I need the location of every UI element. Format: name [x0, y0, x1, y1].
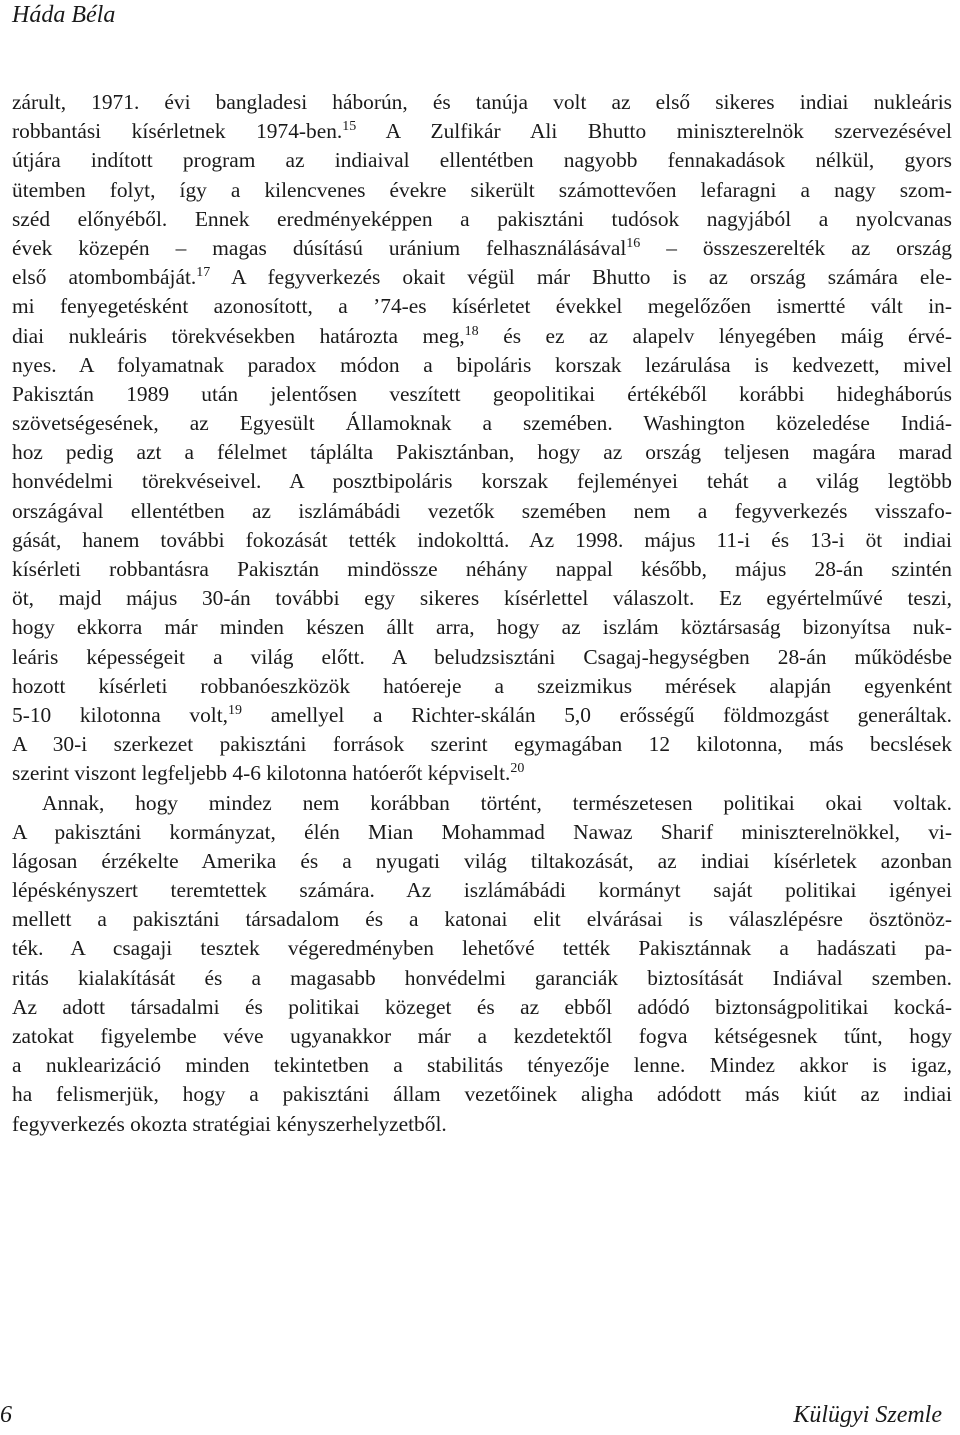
text-line: ték. A csagaji tesztek végeredményben lehetővé tették Pakisztánnak a hadászati pa-	[12, 936, 952, 961]
footnote-marker[interactable]: 15	[342, 119, 357, 135]
text-line: mellett a pakisztáni társadalom és a katonai elit elvárásai is válaszlépésre ösztönöz-	[12, 907, 952, 932]
text-line: zárult, 1971. évi bangladesi háborún, és tanúja volt az első sikeres indiai nukleáris	[12, 90, 952, 114]
text-line: A pakisztáni kormányzat, élén Mian Mohammad Nawaz Sharif miniszterelnökkel, vi-	[12, 819, 952, 844]
text-segment: évek közepén – magas dúsítású uránium felhasználásával	[12, 235, 627, 260]
text-line: leáris képességeit a világ előtt. A beludzsisztáni Csagaj-hegységben 28-án működésbe	[12, 644, 952, 669]
text-line: lépéskényszert teremtettek számára. Az iszlámábádi kormányt saját politikai igényei	[12, 878, 952, 903]
text-segment: robbantási kísérletnek 1974-ben.	[12, 119, 343, 144]
text-line	[12, 701, 952, 730]
text-line: Az adott társadalmi és politikai közeget és az ebből adódó biztonságpolitikai kocká-	[12, 994, 952, 1019]
text-segment: szerint viszont legfeljebb 4-6 kilotonna hatóerőt képviselt.	[12, 761, 511, 786]
text-line: hogy ekkorra már minden készen állt arra, hogy az iszlám köztársaság bizonyítsa nuk-	[12, 615, 952, 640]
text-line	[12, 759, 952, 788]
text-line	[12, 117, 952, 146]
text-line: fegyverkezés okozta stratégiai kényszerhelyzetből.	[12, 1111, 447, 1136]
text-line: Annak, hogy mindez nem korábban történt, természetesen politikai okai voltak.	[42, 790, 952, 815]
text-segment: A fegyverkezés okait végül már Bhutto is az ország számára ele-	[210, 265, 952, 290]
text-line: nyes. A folyamatnak paradox módon a bipoláris korszak lezárulása is kedvezett, mivel	[12, 352, 952, 377]
text-line: lágosan érzékelte Amerika és a nyugati világ tiltakozását, az indiai kísérletek azonban	[12, 848, 952, 873]
text-line	[12, 234, 952, 263]
text-line: zatokat figyelembe véve ugyanakkor már a kezdetektől fogva kétségesnek tűnt, hogy	[12, 1024, 952, 1048]
text-line: Pakisztán 1989 után jelentősen veszített geopolitikai értékéből korábbi hidegháborús	[12, 381, 952, 406]
text-line: ha felismerjük, hogy a pakisztáni állam vezetőinek aligha adódott más kiút az indiai	[12, 1082, 952, 1107]
text-line: mi fenyegetésként azonosított, a ’74-es kísérletet évekkel megelőzően ismertté vált in-	[12, 294, 952, 319]
text-line: országával ellentétben az iszlámábádi vezetők szemében nem a fegyverkezés visszafo-	[12, 498, 952, 523]
text-line	[12, 263, 952, 292]
text-line: szövetségesének, az Egyesült Államoknak a szemében. Washington közeledése Indiá-	[12, 411, 952, 436]
text-line	[12, 322, 952, 351]
footnote-marker[interactable]: 20	[510, 761, 525, 777]
text-line: a nuklearizáció minden tekintetben a stabilitás tényezője lenne. Mindez akkor is igaz,	[12, 1053, 952, 1078]
text-segment: és ez az alapelv lényegében máig érvé-	[478, 323, 952, 348]
text-segment: A Zulfikár Ali Bhutto miniszterelnök szervezésével	[356, 119, 952, 144]
footnote-marker[interactable]: 18	[464, 323, 479, 339]
text-line: honvédelmi törekvéseivel. A posztbipoláris korszak fejleményei tehát a világ legtöbb	[12, 469, 952, 494]
text-line: ritás kialakítását és a magasabb honvédelmi garanciák biztosítását Indiával szemben.	[12, 965, 952, 990]
text-line: öt, majd május 30-án további egy sikeres kísérlettel válaszolt. Ez egyértelművé teszi,	[12, 586, 952, 611]
page-number: 6	[0, 1402, 12, 1428]
running-head-author: Háda Béla	[12, 2, 116, 28]
article-body	[12, 88, 952, 1139]
footnote-marker[interactable]: 17	[196, 265, 211, 281]
text-line: hoz pedig azt a félelmet táplálta Pakisztánban, hogy az ország teljesen magára marad	[12, 440, 952, 465]
footnote-marker[interactable]: 16	[626, 235, 641, 251]
text-segment: – összeszerelték az ország	[640, 235, 952, 260]
text-line: kísérleti robbantásra Pakisztán mindössze néhány nappal később, május 28-án szintén	[12, 557, 952, 581]
text-line: útjára indított program az indiaival ellentétben nagyobb fennakadások nélkül, gyors	[12, 148, 952, 173]
text-segment: első atombombáját.	[12, 265, 197, 290]
text-line: gását, hanem további fokozását tették indokolttá. Az 1998. május 11-i és 13-i öt indiai	[12, 527, 952, 552]
text-line: A 30-i szerkezet pakisztáni források szerint egymagában 12 kilotonna, más becslések	[12, 732, 952, 757]
text-segment: diai nukleáris törekvésekben határozta meg,	[12, 323, 465, 348]
journal-name: Külügyi Szemle	[793, 1402, 942, 1428]
text-segment: amellyel a Richter-skálán 5,0 erősségű földmozgást generáltak.	[242, 702, 952, 727]
text-line: széd előnyéből. Ennek eredményeképpen a pakisztáni tudósok nagyjából a nyolcvanas	[12, 206, 952, 231]
text-line: hozott kísérleti robbanóeszközök hatóereje a szeizmikus mérések alapján egyenként	[12, 673, 952, 698]
footnote-marker[interactable]: 19	[228, 702, 243, 718]
text-line: ütemben folyt, így a kilencvenes évekre sikerült számottevően lefaragni a nagy szom-	[12, 177, 952, 202]
text-segment: 5-10 kilotonna volt,	[12, 702, 229, 727]
